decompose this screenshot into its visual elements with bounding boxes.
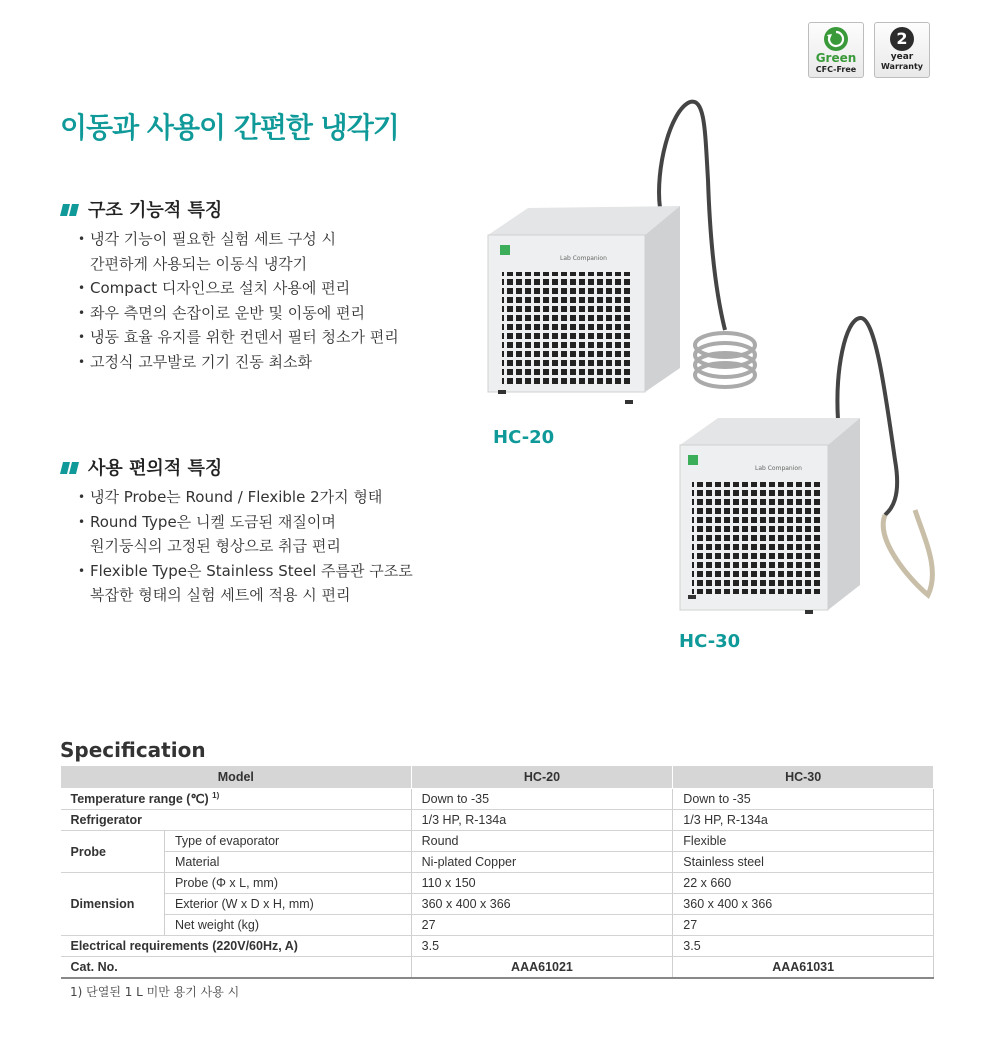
table-cell: 110 x 150 — [411, 873, 673, 894]
table-header-row — [61, 766, 934, 789]
table-row — [61, 915, 934, 936]
row-sublabel: Exterior (W x D x H, mm) — [164, 894, 411, 915]
badge-cfc-free-label: CFC-Free — [815, 65, 857, 74]
row-label: Cat. No. — [61, 957, 412, 979]
structure-features-list — [78, 227, 399, 374]
row-group-label: Probe — [61, 831, 165, 873]
list-item: • 좌우 측면의 손잡이로 운반 및 이동에 편리 — [78, 301, 399, 326]
temp-label: Temperature range (℃) — [70, 792, 209, 807]
table-cell: AAA61031 — [673, 957, 934, 979]
green-cfc-free-badge — [808, 22, 864, 78]
badge-year-label: year — [890, 52, 914, 62]
row-sublabel: Material — [164, 852, 411, 873]
table-row — [61, 936, 934, 957]
row-label: Refrigerator — [61, 810, 412, 831]
warranty-icon — [890, 27, 914, 51]
row-group-label: Dimension — [61, 873, 165, 936]
section-usability-heading — [60, 454, 222, 480]
recycle-icon — [824, 27, 848, 51]
row-label: Electrical requirements (220V/60Hz, A) — [61, 936, 412, 957]
section-marker-icon — [60, 459, 80, 473]
table-row — [61, 831, 934, 852]
usability-features-list — [78, 485, 413, 608]
table-cell: 1/3 HP, R-134a — [673, 810, 934, 831]
warranty-years: 2 — [896, 29, 908, 48]
table-cell: 360 x 400 x 366 — [411, 894, 673, 915]
header-hc20: HC-20 — [411, 766, 673, 789]
section-structure-title: 구조 기능적 특징 — [88, 200, 223, 221]
table-cell: 27 — [411, 915, 673, 936]
table-cell: 27 — [673, 915, 934, 936]
table-cell: Down to -35 — [411, 789, 673, 810]
section-usability-title: 사용 편의적 특징 — [88, 458, 223, 479]
table-cell: 360 x 400 x 366 — [673, 894, 934, 915]
table-row — [61, 810, 934, 831]
spec-title: Specification — [60, 738, 206, 762]
hc30-brand: Lab Companion — [755, 465, 802, 472]
header-hc30: HC-30 — [673, 766, 934, 789]
list-item: • Round Type은 니켈 도금된 재질이며 원기둥식의 고정된 형상으로 취급 편리 — [78, 510, 413, 559]
table-cell: Flexible — [673, 831, 934, 852]
footnote-ref: 1) — [212, 791, 220, 801]
table-row — [61, 789, 934, 810]
table-row — [61, 894, 934, 915]
list-item: • Flexible Type은 Stainless Steel 주름관 구조로 복잡한 형태의 실험 세트에 적용 시 편리 — [78, 559, 413, 608]
page-title: 이동과 사용이 간편한 냉각기 — [60, 111, 399, 144]
table-cell: Ni-plated Copper — [411, 852, 673, 873]
table-cell: Down to -35 — [673, 789, 934, 810]
list-item: • 냉각 기능이 필요한 실험 세트 구성 시 간편하게 사용되는 이동식 냉각기 — [78, 227, 399, 276]
row-sublabel: Type of evaporator — [164, 831, 411, 852]
table-cell: Stainless steel — [673, 852, 934, 873]
row-sublabel: Net weight (kg) — [164, 915, 411, 936]
row-label — [61, 789, 412, 810]
table-cell: AAA61021 — [411, 957, 673, 979]
list-item: • Compact 디자인으로 설치 사용에 편리 — [78, 276, 399, 301]
hc30-label: HC-30 — [679, 631, 741, 652]
section-structure-heading — [60, 196, 222, 222]
table-cell: Round — [411, 831, 673, 852]
table-row — [61, 873, 934, 894]
table-row — [61, 957, 934, 979]
warranty-badge — [874, 22, 930, 78]
badge-green-label: Green — [815, 51, 857, 65]
list-item: • 고정식 고무발로 기기 진동 최소화 — [78, 350, 399, 375]
table-cell: 3.5 — [673, 936, 934, 957]
row-sublabel: Probe (Φ x L, mm) — [164, 873, 411, 894]
table-row — [61, 852, 934, 873]
footnote: 1) 단열된 1 L 미만 용기 사용 시 — [70, 985, 240, 999]
hc30-product-image — [670, 310, 960, 620]
section-marker-icon — [60, 201, 80, 215]
hc20-label: HC-20 — [493, 427, 555, 448]
table-cell: 3.5 — [411, 936, 673, 957]
header-model: Model — [61, 766, 412, 789]
spec-table — [60, 766, 934, 979]
table-cell: 22 x 660 — [673, 873, 934, 894]
badge-warranty-label: Warranty — [881, 62, 923, 71]
hc20-brand: Lab Companion — [560, 255, 607, 262]
list-item: • 냉각 Probe는 Round / Flexible 2가지 형태 — [78, 485, 413, 510]
table-cell: 1/3 HP, R-134a — [411, 810, 673, 831]
list-item: • 냉동 효율 유지를 위한 컨덴서 필터 청소가 편리 — [78, 325, 399, 350]
